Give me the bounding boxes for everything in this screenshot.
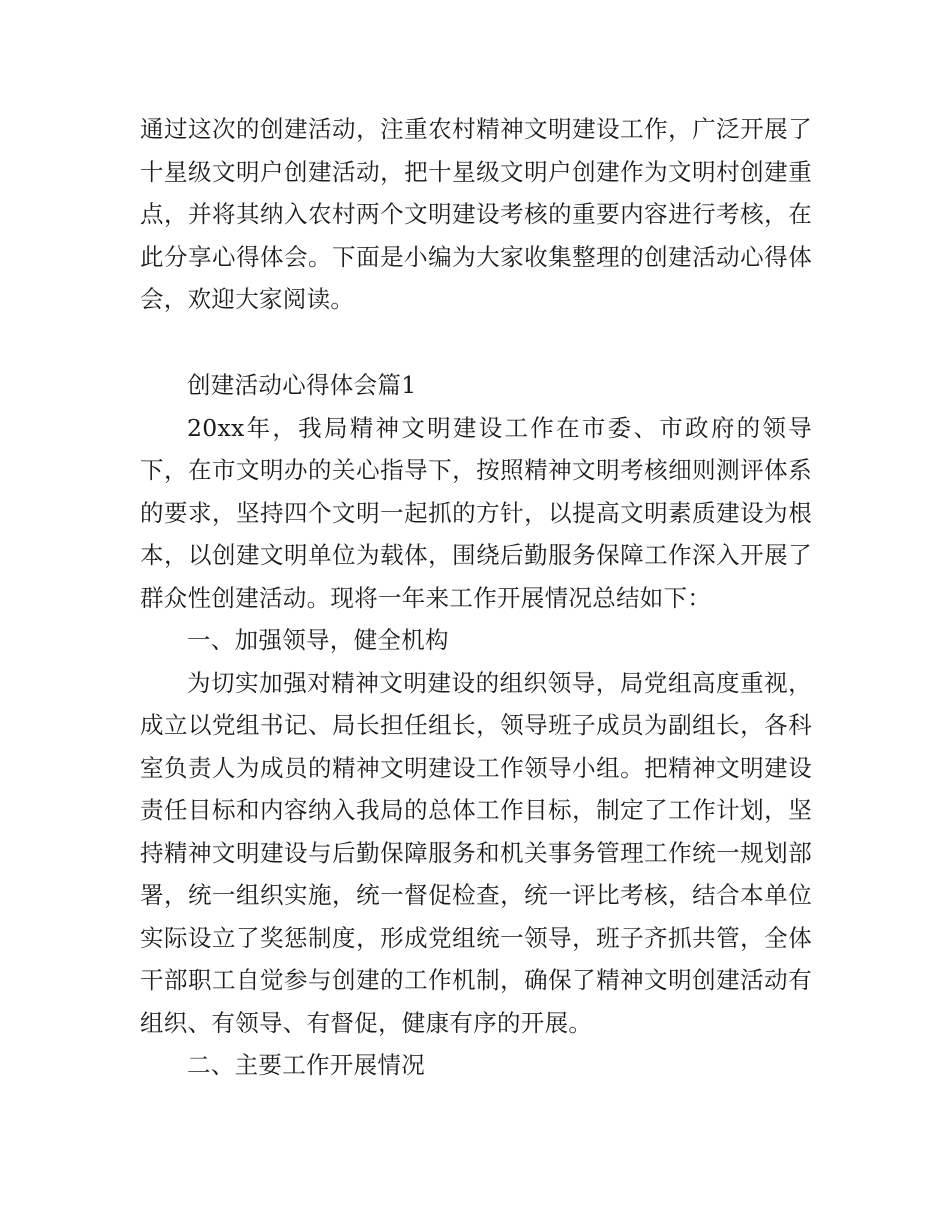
intro-paragraph: 通过这次的创建活动，注重农村精神文明建设工作，广泛开展了十星级文明户创建活动，把十星级文明户创建作为文明村创建重点，并将其纳入农村两个文明建设考核的重要内容进行考核，在此分享心得体会。下面是小编为大家收集整理的创建活动心得体会，欢迎大家阅读。 [140,115,812,313]
article-body [140,364,812,1087]
subheading-2: 二、主要工作开展情况 [187,1051,425,1079]
body-paragraph-1: 20xx年，我局精神文明建设工作在市委、市政府的领导下，在市文明办的关心指导下，按照精神文明考核细则测评体系的要求，坚持四个文明一起抓的方针，以提高文明素质建设为根本，以创建文明单位为载体，围绕后勤服务保障工作深入开展了群众性创建活动。现将一年来工作开展情况总结如下： [140,413,812,612]
body-paragraph-2: 为切实加强对精神文明建设的组织领导，局党组高度重视，成立以党组书记、局长担任组长，领导班子成员为副组长，各科室负责人为成员的精神文明建设工作领导小组。把精神文明建设责任目标和内容纳入我局的总体工作目标，制定了工作计划，坚持精神文明建设与后勤保障服务和机关事务管理工作统一规划部署，统一组织实施，统一督促检查，统一评比考核，结合本单位实际设立了奖惩制度，形成党组统一领导，班子齐抓共管，全体干部职工自觉参与创建的工作机制，确保了精神文明创建活动有组织、有领导、有督促，健康有序的开展。 [140,668,812,1037]
subheading-1: 一、加强领导，健全机构 [187,626,449,654]
section-title: 创建活动心得体会篇1 [187,371,417,399]
